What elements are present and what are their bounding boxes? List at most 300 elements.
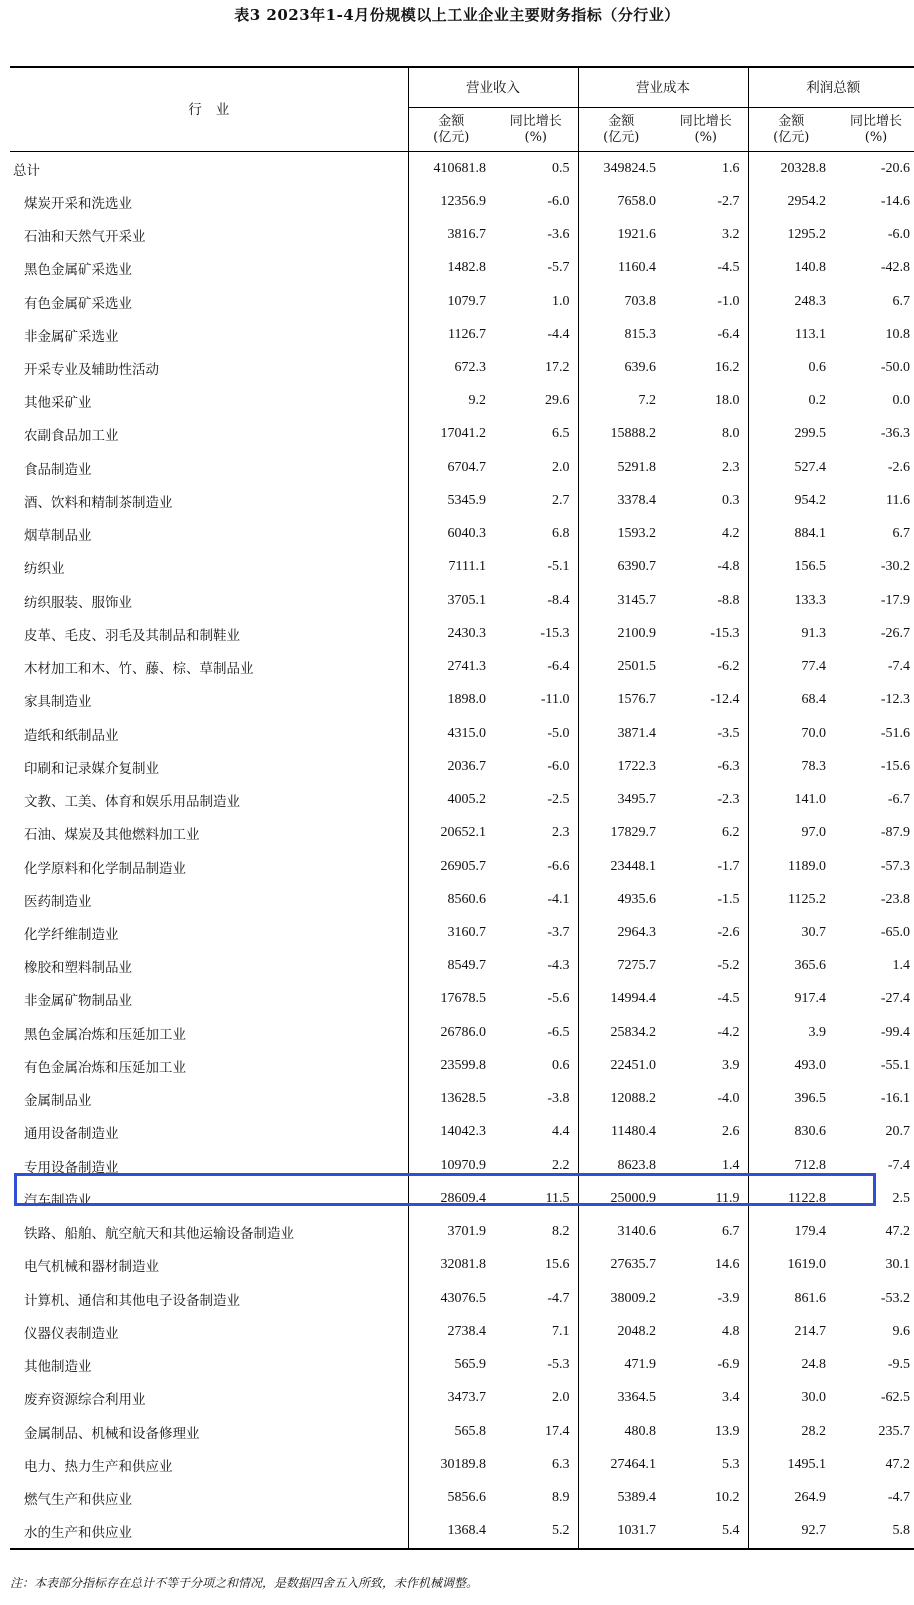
industry-header: 行业	[10, 67, 408, 152]
revenue-cell: 2738.4	[447, 1323, 486, 1339]
industry-name-cell: 汽车制造业	[10, 1182, 408, 1215]
profit-cell: 493.0	[794, 1057, 826, 1073]
profit-header: 利润总额	[748, 67, 914, 108]
table-row	[10, 950, 914, 983]
revenue-cell: 3160.7	[447, 925, 486, 940]
profit-cell: 113.1	[795, 326, 826, 342]
profit-growth-cell: 5.8	[834, 1515, 914, 1549]
revenue-amount-header: 金额 (亿元)	[408, 108, 494, 152]
revenue-cell: 1368.4	[408, 1515, 494, 1549]
table-row	[10, 252, 914, 285]
cost-cell: 12088.2	[610, 1091, 656, 1107]
profit-growth-cell: -55.1	[880, 1057, 910, 1073]
profit-amount-header: 金额 (亿元)	[748, 108, 834, 152]
profit-growth-header: 同比增长 (%)	[834, 108, 914, 152]
cost-growth-cell: -3.9	[664, 1282, 748, 1315]
cost-cell: 3495.7	[617, 792, 656, 808]
revenue-cell: 5856.6	[447, 1489, 486, 1505]
revenue-growth-cell: 2.7	[494, 484, 578, 517]
industry-name-cell: 铁路、船舶、航空航天和其他运输设备制造业	[10, 1216, 408, 1249]
profit-growth-cell: -65.0	[880, 925, 910, 940]
profit-growth-cell: -9.5	[887, 1357, 910, 1373]
revenue-growth-cell: 2.0	[494, 451, 578, 484]
cost-growth-cell: 1.4	[664, 1149, 748, 1182]
revenue-cell: 8549.7	[447, 958, 486, 974]
profit-growth-cell: 235.7	[878, 1423, 910, 1439]
table-row	[10, 983, 914, 1016]
cost-growth-cell: 6.2	[664, 817, 748, 850]
cost-cell: 1160.4	[618, 260, 656, 276]
industry-name-cell: 皮革、毛皮、羽毛及其制品和制鞋业	[10, 617, 408, 650]
revenue-growth-cell: -4.3	[494, 950, 578, 983]
table-body	[10, 152, 914, 1549]
table-row	[10, 518, 914, 551]
industry-name-cell: 木材加工和木、竹、藤、棕、草制品业	[10, 651, 408, 684]
profit-cell: 28.2	[801, 1423, 826, 1439]
revenue-growth-cell: -6.6	[494, 850, 578, 883]
profit-growth-cell: 47.2	[885, 1456, 910, 1472]
revenue-growth-cell: 2.3	[494, 817, 578, 850]
table-row	[10, 285, 914, 318]
revenue-cell: 43076.5	[440, 1290, 486, 1306]
revenue-cell: 32081.8	[440, 1257, 486, 1273]
profit-growth-cell: -27.4	[880, 991, 910, 1007]
revenue-growth-cell: 11.5	[494, 1182, 578, 1215]
industry-name-cell: 其他采矿业	[10, 385, 408, 418]
industry-name-cell: 专用设备制造业	[10, 1149, 408, 1182]
industry-name-cell: 家具制造业	[10, 684, 408, 717]
cost-growth-cell: -4.2	[664, 1016, 748, 1049]
industry-name-cell: 通用设备制造业	[10, 1116, 408, 1149]
cost-cell: 25834.2	[610, 1024, 656, 1040]
table-row	[10, 1282, 914, 1315]
cost-growth-cell: 4.2	[664, 518, 748, 551]
profit-cell: 365.6	[794, 958, 826, 974]
footnote: 注：本表部分指标存在总计不等于分项之和情况，是数据四舍五入所致，未作机械调整。	[10, 1576, 479, 1590]
industry-name-cell: 有色金属矿采选业	[10, 285, 408, 318]
revenue-growth-cell: 7.1	[494, 1315, 578, 1348]
revenue-cell: 8560.6	[447, 891, 486, 907]
cost-cell: 2048.2	[617, 1323, 656, 1339]
cost-growth-cell: -4.0	[664, 1083, 748, 1116]
revenue-growth-cell: 17.2	[494, 351, 578, 384]
revenue-growth-cell: 6.3	[494, 1448, 578, 1481]
profit-growth-cell: 6.7	[892, 526, 910, 542]
cost-growth-cell: 2.3	[664, 451, 748, 484]
revenue-cell: 10970.9	[440, 1157, 486, 1173]
table-row	[10, 850, 914, 883]
cost-cell: 2964.3	[617, 925, 656, 940]
cost-cell: 7275.7	[617, 958, 656, 974]
industry-name-cell: 非金属矿物制品业	[10, 983, 408, 1016]
profit-growth-cell: -42.8	[880, 260, 910, 276]
revenue-growth-cell: -5.6	[494, 983, 578, 1016]
profit-growth-cell: -7.4	[887, 1157, 910, 1173]
revenue-cell: 3473.7	[447, 1390, 486, 1406]
profit-growth-cell: -20.6	[880, 160, 910, 176]
industry-name-cell: 医药制造业	[10, 883, 408, 916]
profit-cell: 1189.0	[788, 858, 826, 874]
revenue-cell: 7111.1	[448, 559, 486, 575]
revenue-growth-cell: -5.0	[494, 717, 578, 750]
cost-growth-cell: -2.7	[664, 185, 748, 218]
profit-growth-cell: -50.0	[880, 360, 910, 376]
cost-growth-cell: -2.3	[664, 783, 748, 816]
cost-cell: 17829.7	[610, 825, 656, 841]
cost-growth-cell: -1.0	[664, 285, 748, 318]
industry-name-cell: 金属制品、机械和设备修理业	[10, 1415, 408, 1448]
cost-growth-cell: -6.4	[664, 318, 748, 351]
revenue-growth-cell: -6.0	[494, 750, 578, 783]
industry-name-cell: 开采专业及辅助性活动	[10, 351, 408, 384]
profit-growth-cell: 1.4	[892, 958, 910, 974]
financial-indicators-table	[10, 66, 914, 1550]
table-row	[10, 318, 914, 351]
cost-cell: 3364.5	[617, 1390, 656, 1406]
cost-cell: 1921.6	[617, 227, 656, 243]
table-row	[10, 185, 914, 218]
profit-growth-cell: -87.9	[880, 825, 910, 841]
table-row	[10, 1481, 914, 1514]
revenue-growth-cell: 29.6	[494, 385, 578, 418]
profit-cell: 1125.2	[788, 891, 826, 907]
cost-header: 营业成本	[578, 67, 748, 108]
cost-cell: 639.6	[624, 360, 656, 376]
profit-growth-cell: 11.6	[886, 492, 910, 508]
profit-cell: 299.5	[794, 426, 826, 442]
table-row	[10, 1315, 914, 1348]
revenue-growth-cell: 2.0	[494, 1382, 578, 1415]
profit-growth-cell: 30.1	[885, 1257, 910, 1273]
cost-growth-cell: -8.8	[664, 584, 748, 617]
revenue-growth-cell: -8.4	[494, 584, 578, 617]
profit-cell: 133.3	[794, 592, 826, 608]
revenue-growth-cell: -3.8	[494, 1083, 578, 1116]
cost-cell: 3378.4	[617, 492, 656, 508]
table-row	[10, 750, 914, 783]
revenue-cell: 17678.5	[440, 991, 486, 1007]
profit-cell: 24.8	[801, 1357, 826, 1373]
profit-growth-cell: 20.7	[885, 1124, 910, 1140]
cost-growth-cell: 16.2	[664, 351, 748, 384]
cost-cell: 27635.7	[610, 1257, 656, 1273]
revenue-cell: 410681.8	[433, 160, 486, 176]
cost-amount-header: 金额 (亿元)	[578, 108, 664, 152]
cost-cell: 22451.0	[610, 1057, 656, 1073]
revenue-cell: 4315.0	[447, 725, 486, 741]
profit-cell: 214.7	[794, 1323, 826, 1339]
profit-cell: 248.3	[794, 293, 826, 309]
revenue-cell: 3816.7	[447, 227, 486, 243]
profit-growth-cell: -30.2	[880, 559, 910, 575]
revenue-growth-cell: 8.2	[494, 1216, 578, 1249]
cost-cell: 14994.4	[610, 991, 656, 1007]
revenue-growth-cell: -2.5	[494, 783, 578, 816]
revenue-growth-cell: -6.0	[494, 185, 578, 218]
industry-name-cell: 电气机械和器材制造业	[10, 1249, 408, 1282]
industry-name-cell: 纺织业	[10, 551, 408, 584]
revenue-cell: 17041.2	[440, 426, 486, 442]
table-row	[10, 1116, 914, 1149]
revenue-growth-cell: -3.6	[494, 218, 578, 251]
table-row	[10, 1348, 914, 1381]
revenue-cell: 26905.7	[440, 858, 486, 874]
revenue-growth-cell: 1.0	[494, 285, 578, 318]
revenue-cell: 14042.3	[440, 1124, 486, 1140]
profit-cell: 527.4	[794, 459, 826, 475]
cost-growth-cell: -1.5	[664, 883, 748, 916]
profit-cell: 0.6	[808, 360, 826, 376]
revenue-growth-cell: -3.7	[494, 916, 578, 949]
profit-cell: 1122.8	[788, 1190, 826, 1206]
industry-name-cell: 废弃资源综合利用业	[10, 1382, 408, 1415]
profit-cell: 954.2	[794, 492, 826, 508]
revenue-growth-cell: -4.1	[494, 883, 578, 916]
table-row	[10, 783, 914, 816]
industry-name-cell: 食品制造业	[10, 451, 408, 484]
cost-growth-cell: 3.9	[664, 1049, 748, 1082]
industry-name-cell: 计算机、通信和其他电子设备制造业	[10, 1282, 408, 1315]
cost-cell: 5291.8	[617, 459, 656, 475]
table-row	[10, 684, 914, 717]
cost-growth-cell: 1.6	[664, 152, 748, 186]
profit-cell: 156.5	[794, 559, 826, 575]
cost-cell: 815.3	[624, 326, 656, 342]
cost-cell: 15888.2	[610, 426, 656, 442]
profit-growth-cell: -57.3	[880, 858, 910, 874]
cost-growth-header: 同比增长 (%)	[664, 108, 748, 152]
industry-name-cell: 黑色金属矿采选业	[10, 252, 408, 285]
profit-growth-cell: -4.7	[887, 1489, 910, 1505]
cost-cell: 3871.4	[617, 725, 656, 741]
table-row	[10, 1216, 914, 1249]
cost-cell: 1031.7	[578, 1515, 664, 1549]
revenue-growth-cell: 5.2	[494, 1515, 578, 1549]
table-row	[10, 152, 914, 186]
industry-name-cell: 总计	[10, 152, 408, 186]
revenue-growth-cell: -5.3	[494, 1348, 578, 1381]
revenue-cell: 565.8	[454, 1423, 486, 1439]
cost-growth-cell: -4.5	[664, 983, 748, 1016]
revenue-cell: 2036.7	[447, 758, 486, 774]
profit-growth-cell: -6.0	[887, 227, 910, 243]
revenue-cell: 26786.0	[440, 1024, 486, 1040]
profit-cell: 1495.1	[787, 1456, 826, 1472]
table-row	[10, 451, 914, 484]
table-row	[10, 916, 914, 949]
cost-cell: 23448.1	[610, 858, 656, 874]
cost-cell: 3145.7	[617, 592, 656, 608]
industry-name-cell: 化学原料和化学制品制造业	[10, 850, 408, 883]
profit-cell: 30.0	[801, 1390, 826, 1406]
profit-cell: 20328.8	[780, 160, 826, 176]
revenue-cell: 6040.3	[447, 526, 486, 542]
table-row	[10, 218, 914, 251]
industry-name-cell: 黑色金属冶炼和压延加工业	[10, 1016, 408, 1049]
revenue-cell: 2430.3	[447, 625, 486, 641]
revenue-growth-cell: 4.4	[494, 1116, 578, 1149]
cost-growth-cell: -6.3	[664, 750, 748, 783]
revenue-growth-cell: 6.8	[494, 518, 578, 551]
cost-cell: 38009.2	[610, 1290, 656, 1306]
profit-cell: 1295.2	[787, 227, 826, 243]
industry-name-cell: 有色金属冶炼和压延加工业	[10, 1049, 408, 1082]
industry-name-cell: 烟草制品业	[10, 518, 408, 551]
profit-cell: 97.0	[801, 825, 826, 841]
profit-growth-cell: 9.6	[892, 1323, 910, 1339]
cost-growth-cell: -6.2	[664, 651, 748, 684]
table-row	[10, 1448, 914, 1481]
cost-cell: 25000.9	[610, 1190, 656, 1206]
profit-growth-cell: -6.7	[887, 792, 910, 808]
table-row	[10, 717, 914, 750]
revenue-cell: 30189.8	[440, 1456, 486, 1472]
cost-growth-cell: 10.2	[664, 1481, 748, 1514]
profit-cell: 92.7	[748, 1515, 834, 1549]
profit-cell: 78.3	[801, 758, 826, 774]
cost-growth-cell: 4.8	[664, 1315, 748, 1348]
revenue-cell: 28609.4	[440, 1190, 486, 1206]
revenue-cell: 3705.1	[447, 592, 486, 608]
cost-cell: 7658.0	[617, 193, 656, 209]
revenue-cell: 1898.0	[447, 692, 486, 708]
cost-growth-cell: 5.3	[664, 1448, 748, 1481]
cost-growth-cell: 2.6	[664, 1116, 748, 1149]
industry-name-cell: 橡胶和塑料制品业	[10, 950, 408, 983]
revenue-growth-header: 同比增长 (%)	[494, 108, 578, 152]
revenue-cell: 9.2	[468, 393, 486, 409]
table-row	[10, 385, 914, 418]
cost-cell: 480.8	[624, 1423, 656, 1439]
industry-name-cell: 煤炭开采和洗选业	[10, 185, 408, 218]
profit-cell: 3.9	[808, 1024, 826, 1040]
table-row	[10, 484, 914, 517]
revenue-cell: 1482.8	[447, 260, 486, 276]
profit-cell: 179.4	[794, 1224, 826, 1240]
table-row	[10, 817, 914, 850]
industry-name-cell: 酒、饮料和精制茶制造业	[10, 484, 408, 517]
revenue-cell: 23599.8	[440, 1057, 486, 1073]
cost-growth-cell: -4.5	[664, 252, 748, 285]
table-row	[10, 1149, 914, 1182]
industry-name-cell: 文教、工美、体育和娱乐用品制造业	[10, 783, 408, 816]
profit-growth-cell: -99.4	[880, 1024, 910, 1040]
profit-cell: 77.4	[801, 659, 826, 675]
industry-name-cell: 非金属矿采选业	[10, 318, 408, 351]
revenue-cell: 565.9	[454, 1357, 486, 1373]
industry-name-cell: 农副食品加工业	[10, 418, 408, 451]
revenue-cell: 4005.2	[447, 792, 486, 808]
table-row	[10, 584, 914, 617]
industry-name-cell: 电力、热力生产和供应业	[10, 1448, 408, 1481]
revenue-growth-cell: -15.3	[494, 617, 578, 650]
profit-growth-cell: -51.6	[880, 725, 910, 741]
table-row	[10, 1083, 914, 1116]
profit-growth-cell: 6.7	[892, 293, 910, 309]
cost-cell: 11480.4	[611, 1124, 656, 1140]
profit-cell: 712.8	[794, 1157, 826, 1173]
cost-growth-cell: 0.3	[664, 484, 748, 517]
cost-cell: 703.8	[624, 293, 656, 309]
revenue-growth-cell: 6.5	[494, 418, 578, 451]
revenue-growth-cell: 8.9	[494, 1481, 578, 1514]
cost-cell: 5389.4	[617, 1489, 656, 1505]
cost-cell: 8623.8	[617, 1157, 656, 1173]
table-row	[10, 1515, 914, 1549]
cost-growth-cell: 8.0	[664, 418, 748, 451]
industry-name-cell: 燃气生产和供应业	[10, 1481, 408, 1514]
revenue-cell: 672.3	[454, 360, 486, 376]
revenue-growth-cell: -4.7	[494, 1282, 578, 1315]
profit-growth-cell: -26.7	[880, 625, 910, 641]
cost-growth-cell: 5.4	[664, 1515, 748, 1549]
revenue-growth-cell: 2.2	[494, 1149, 578, 1182]
cost-cell: 2100.9	[617, 625, 656, 641]
cost-cell: 1576.7	[617, 692, 656, 708]
revenue-cell: 1126.7	[448, 326, 486, 342]
cost-growth-cell: -15.3	[664, 617, 748, 650]
cost-growth-cell: 18.0	[664, 385, 748, 418]
table-row	[10, 1415, 914, 1448]
revenue-growth-cell: 15.6	[494, 1249, 578, 1282]
industry-name-cell: 化学纤维制造业	[10, 916, 408, 949]
profit-growth-cell: -17.9	[880, 592, 910, 608]
cost-cell: 27464.1	[610, 1456, 656, 1472]
cost-growth-cell: -5.2	[664, 950, 748, 983]
revenue-cell: 12356.9	[440, 193, 486, 209]
revenue-growth-cell: -11.0	[494, 684, 578, 717]
industry-name-cell: 造纸和纸制品业	[10, 717, 408, 750]
profit-growth-cell: -2.6	[887, 459, 910, 475]
profit-cell: 1619.0	[787, 1257, 826, 1273]
profit-growth-cell: -15.6	[880, 758, 910, 774]
profit-cell: 264.9	[794, 1489, 826, 1505]
cost-cell: 349824.5	[603, 160, 656, 176]
revenue-growth-cell: 17.4	[494, 1415, 578, 1448]
profit-cell: 70.0	[801, 725, 826, 741]
cost-cell: 3140.6	[617, 1224, 656, 1240]
cost-growth-cell: 3.2	[664, 218, 748, 251]
revenue-growth-cell: 0.5	[494, 152, 578, 186]
profit-growth-cell: -7.4	[887, 659, 910, 675]
profit-cell: 917.4	[794, 991, 826, 1007]
revenue-growth-cell: -5.7	[494, 252, 578, 285]
cost-growth-cell: 13.9	[664, 1415, 748, 1448]
cost-growth-cell: 6.7	[664, 1216, 748, 1249]
profit-growth-cell: -23.8	[880, 891, 910, 907]
cost-growth-cell: 11.9	[664, 1182, 748, 1215]
revenue-growth-cell: -4.4	[494, 318, 578, 351]
profit-cell: 91.3	[801, 625, 826, 641]
cost-cell: 6390.7	[617, 559, 656, 575]
industry-name-cell: 仪器仪表制造业	[10, 1315, 408, 1348]
revenue-cell: 5345.9	[447, 492, 486, 508]
industry-name-cell: 金属制品业	[10, 1083, 408, 1116]
table-row	[10, 551, 914, 584]
revenue-growth-cell: -5.1	[494, 551, 578, 584]
table-row	[10, 1016, 914, 1049]
revenue-cell: 3701.9	[447, 1224, 486, 1240]
cost-cell: 471.9	[624, 1357, 656, 1373]
revenue-growth-cell: -6.4	[494, 651, 578, 684]
industry-name-cell: 印刷和记录媒介复制业	[10, 750, 408, 783]
table-row	[10, 651, 914, 684]
profit-cell: 830.6	[794, 1124, 826, 1140]
table-row	[10, 883, 914, 916]
revenue-growth-cell: 0.6	[494, 1049, 578, 1082]
profit-growth-cell: -36.3	[880, 426, 910, 442]
revenue-cell: 1079.7	[447, 293, 486, 309]
